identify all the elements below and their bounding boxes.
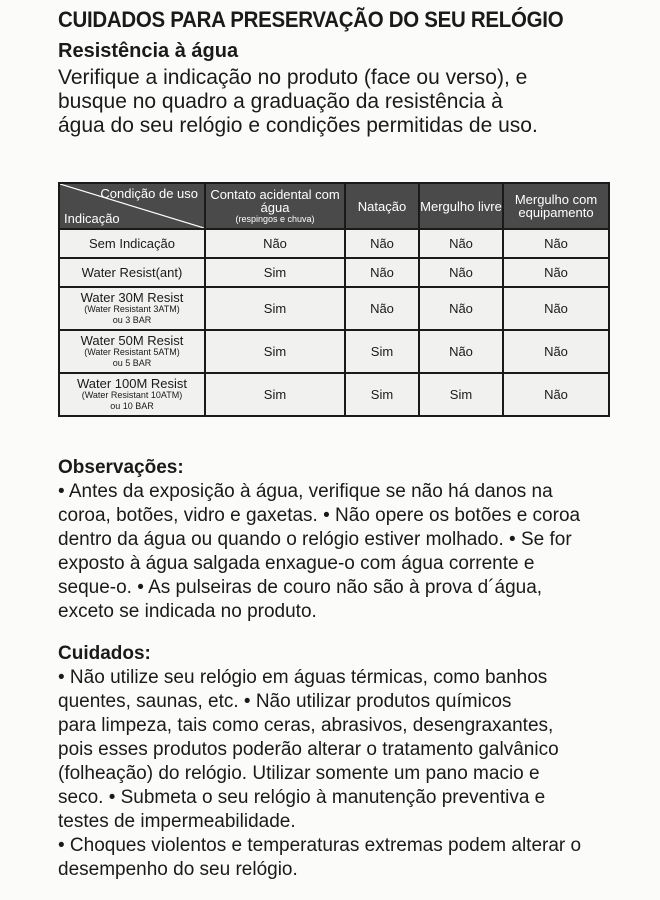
text-line: coroa, botões, vidro e gaxetas. • Não opere os botões e coroa	[58, 505, 581, 526]
table-row	[59, 229, 609, 258]
table-row	[59, 330, 609, 373]
table-row	[59, 258, 609, 287]
row-label-sub: ou 10 BAR	[110, 401, 154, 411]
intro-line: busque no quadro a graduação da resistência à	[58, 90, 503, 113]
row-label-main: Water 30M Resist	[80, 290, 184, 305]
corner-condition-label: Condição de uso	[100, 186, 198, 201]
page-title: CUIDADOS PARA PRESERVAÇÃO DO SEU RELÓGIO	[58, 7, 564, 32]
column-header-label: Natação	[357, 198, 407, 214]
row-label	[59, 330, 205, 373]
table-cell: Sim	[205, 258, 345, 287]
row-label	[59, 229, 205, 258]
row-label	[59, 287, 205, 330]
row-label-main: Water 100M Resist	[76, 376, 188, 391]
text-line: para limpeza, tais como ceras, abrasivos, desengraxantes,	[58, 715, 554, 736]
text-line: desempenho do seu relógio.	[58, 859, 298, 880]
table-cell: Sim	[205, 287, 345, 330]
text-line: • Não utilize seu relógio em águas térmicas, como banhos	[58, 667, 548, 688]
table-cell: Sim	[205, 373, 345, 416]
care-text	[58, 666, 618, 882]
water-resistance-table	[58, 182, 610, 417]
row-label-main: Water Resist(ant)	[81, 265, 183, 280]
table-cell: Não	[345, 258, 419, 287]
observations-heading: Observações:	[58, 457, 184, 478]
column-header	[345, 183, 419, 229]
table-row	[59, 287, 609, 330]
table-cell: Sim	[205, 330, 345, 373]
observations-section	[58, 456, 618, 624]
row-label	[59, 373, 205, 416]
text-line: quentes, saunas, etc. • Não utilizar produtos químicos	[58, 691, 512, 712]
column-header	[419, 183, 503, 229]
text-line: seco. • Submeta o seu relógio à manutenção preventiva e	[58, 787, 546, 808]
column-header	[205, 183, 345, 229]
text-line: testes de impermeabilidade.	[58, 811, 296, 832]
table-cell: Sim	[419, 373, 503, 416]
care-instructions-page	[58, 6, 618, 880]
table-cell: Não	[419, 229, 503, 258]
text-line: seque-o. • As pulseiras de couro não são à prova d´água,	[58, 577, 543, 598]
corner-indication-label: Indicação	[64, 211, 120, 226]
intro-paragraph	[58, 66, 618, 138]
table-cell: Não	[419, 287, 503, 330]
table-row	[59, 373, 609, 416]
row-label	[59, 258, 205, 287]
text-line: exposto à água salgada enxague-o com água corrente e	[58, 553, 535, 574]
table-corner-cell	[59, 183, 205, 229]
table-cell: Não	[503, 258, 609, 287]
water-resistance-heading: Resistência à água	[58, 40, 239, 62]
intro-line: água do seu relógio e condições permitidas de uso.	[58, 114, 538, 137]
observations-text	[58, 480, 618, 624]
text-line: • Choques violentos e temperaturas extremas podem alterar o	[58, 835, 582, 856]
intro-line: Verifique a indicação no produto (face ou verso), e	[58, 66, 528, 89]
text-line: (folheação) do relógio. Utilizar somente um pano macio e	[58, 763, 540, 784]
row-label-sub: ou 5 BAR	[112, 358, 152, 368]
care-heading: Cuidados:	[58, 643, 151, 664]
row-label-sub: (Water Resistant 5ATM)	[84, 347, 180, 357]
row-label-sub: (Water Resistant 3ATM)	[84, 304, 180, 314]
table-cell: Não	[345, 287, 419, 330]
column-header-label: Mergulho com equipamento	[514, 192, 598, 220]
table-cell: Não	[205, 229, 345, 258]
text-line: pois esses produtos poderão alterar o tratamento galvânico	[58, 739, 559, 760]
table-cell: Não	[345, 229, 419, 258]
table-cell: Não	[503, 330, 609, 373]
row-label-main: Water 50M Resist	[80, 333, 184, 348]
text-line: exceto se indicada no produto.	[58, 601, 317, 622]
table-header-row	[59, 183, 609, 229]
row-label-sub: ou 3 BAR	[112, 315, 152, 325]
table-cell: Não	[419, 258, 503, 287]
text-line: • Antes da exposição à água, verifique se não há danos na	[58, 481, 553, 502]
column-header-label: Mergulho livre	[420, 198, 502, 214]
column-header-label: Contato acidental com água	[210, 187, 340, 215]
row-label-sub: (Water Resistant 10ATM)	[81, 390, 183, 400]
text-line: dentro da água ou quando o relógio estiver molhado. • Se for	[58, 529, 572, 550]
table-cell: Não	[503, 229, 609, 258]
column-header	[503, 183, 609, 229]
row-label-main: Sem Indicação	[89, 236, 175, 251]
column-header-sub: (respingos e chuva)	[235, 214, 315, 224]
table-cell: Não	[503, 373, 609, 416]
care-section	[58, 642, 618, 882]
table-cell: Não	[419, 330, 503, 373]
table-cell: Sim	[345, 373, 419, 416]
table-cell: Sim	[345, 330, 419, 373]
table-cell: Não	[503, 287, 609, 330]
